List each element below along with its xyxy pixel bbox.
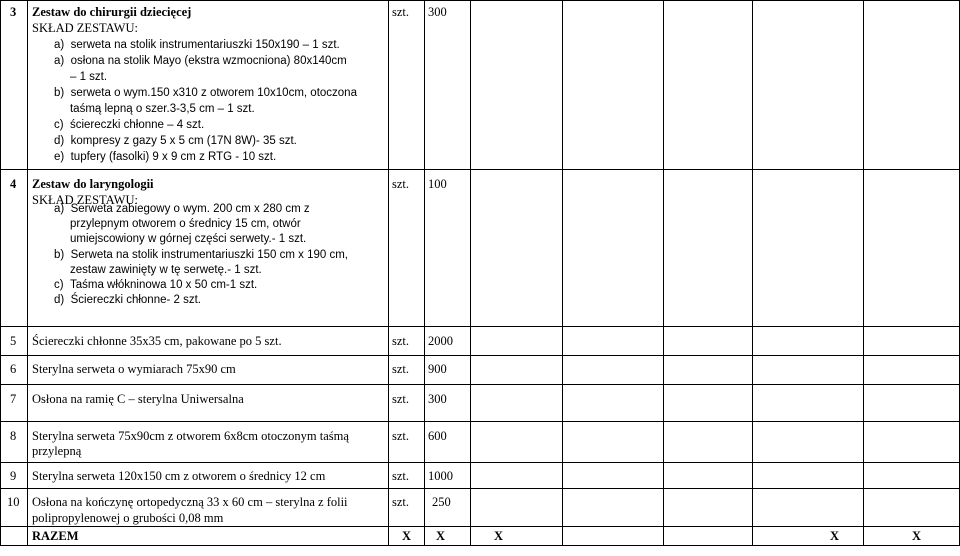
unit-cell: szt.	[392, 5, 410, 19]
table-rule	[863, 0, 864, 546]
row-number: 10	[7, 495, 20, 509]
row-number: 4	[10, 177, 17, 191]
row-number: 3	[10, 5, 17, 19]
table-rule	[0, 169, 960, 170]
table-rule	[27, 0, 28, 546]
table-rule	[0, 0, 960, 1]
table-rule	[752, 0, 753, 546]
quantity-cell: 900	[428, 362, 447, 376]
total-mark: X	[912, 529, 922, 543]
table-rule	[0, 421, 960, 422]
unit-cell: szt.	[392, 177, 410, 191]
description-line: – 1 szt.	[54, 71, 108, 83]
unit-cell: szt.	[392, 429, 410, 443]
item-description: Sterylna serweta 120x150 cm z otworem o średnicy 12 cm	[32, 469, 326, 483]
item-subtitle: SKŁAD ZESTAWU:	[32, 193, 138, 207]
description-line: b) Serweta na stolik instrumentariuszki 150 cm x 190 cm,	[54, 248, 349, 261]
row-number: 9	[10, 469, 17, 483]
quantity-cell: 2000	[428, 334, 453, 348]
description-line: d) Ściereczki chłonne- 2 szt.	[54, 294, 202, 307]
unit-cell: szt.	[392, 495, 410, 509]
table-rule	[562, 0, 563, 546]
description-line: taśmą lepną o szer.3-3,5 cm – 1 szt.	[54, 103, 255, 115]
table-rule	[424, 0, 425, 546]
item-description: Sterylna serweta o wymiarach 75x90 cm	[32, 362, 236, 376]
unit-cell: szt.	[392, 362, 410, 376]
table-rule	[470, 0, 471, 546]
item-description	[54, 37, 357, 165]
row-number: 6	[10, 362, 17, 376]
quantity-cell: 250	[432, 495, 451, 509]
total-mark: X	[402, 529, 412, 543]
description-line: a) osłona na stolik Mayo (ekstra wzmocniona) 80x140cm	[54, 55, 347, 67]
total-mark: X	[830, 529, 840, 543]
table-rule	[0, 526, 960, 527]
row-number: 5	[10, 334, 17, 348]
total-mark: X	[494, 529, 504, 543]
item-description: Ściereczki chłonne 35x35 cm, pakowane po 5 szt.	[32, 334, 282, 348]
item-description-continued: polipropylenowej o grubości 0,08 mm	[32, 511, 224, 525]
table-rule	[0, 462, 960, 463]
description-line: e) tupfery (fasolki) 9 x 9 cm z RTG - 10 szt.	[54, 151, 277, 163]
item-description: Osłona na ramię C – sterylna Uniwersalna	[32, 392, 244, 406]
description-line: a) Serweta zabiegowy o wym. 200 cm x 280 cm z	[54, 203, 310, 215]
table-rule	[0, 545, 960, 546]
quantity-cell: 600	[428, 429, 447, 443]
description-line: b) serweta o wym.150 x310 z otworem 10x10cm, otoczona	[54, 87, 357, 99]
quantity-cell: 300	[428, 392, 447, 406]
description-line: d) kompresy z gazy 5 x 5 cm (17N 8W)- 35 szt.	[54, 135, 297, 147]
item-description	[54, 202, 348, 308]
item-description-continued: przylepną	[32, 444, 82, 458]
description-line: a) serweta na stolik instrumentariuszki 150x190 – 1 szt.	[54, 39, 340, 51]
table-rule	[663, 0, 664, 546]
quantity-cell: 100	[428, 177, 447, 191]
table-rule	[388, 0, 389, 546]
item-description: Osłona na kończynę ortopedyczną 33 x 60 cm – sterylna z folii	[32, 495, 348, 509]
total-label: RAZEM	[32, 529, 79, 543]
table-rule	[0, 355, 960, 356]
unit-cell: szt.	[392, 469, 410, 483]
unit-cell: szt.	[392, 392, 410, 406]
item-description: Sterylna serweta 75x90cm z otworem 6x8cm otoczonym taśmą	[32, 429, 349, 443]
description-line: c) Taśma włókninowa 10 x 50 cm-1 szt.	[54, 279, 258, 292]
description-line: przylepnym otworem o średnicy 15 cm, otwór	[54, 218, 301, 231]
table-rule	[0, 488, 960, 489]
description-line: zestaw zawinięty w tę serwetę.- 1 szt.	[54, 263, 262, 276]
description-line: c) ściereczki chłonne – 4 szt.	[54, 119, 205, 131]
table-rule	[0, 326, 960, 327]
table-rule	[0, 0, 1, 546]
quantity-cell: 1000	[428, 469, 453, 483]
description-line: umiejscowiony w górnej części serwety.- 1 szt.	[54, 233, 307, 246]
total-mark: X	[436, 529, 446, 543]
quantity-cell: 300	[428, 5, 447, 19]
table-rule	[0, 384, 960, 385]
item-title: Zestaw do chirurgii dziecięcej	[32, 5, 192, 19]
item-title: Zestaw do laryngologii	[32, 177, 154, 191]
unit-cell: szt.	[392, 334, 410, 348]
row-number: 8	[10, 429, 17, 443]
item-subtitle: SKŁAD ZESTAWU:	[32, 21, 138, 35]
row-number: 7	[10, 392, 17, 406]
